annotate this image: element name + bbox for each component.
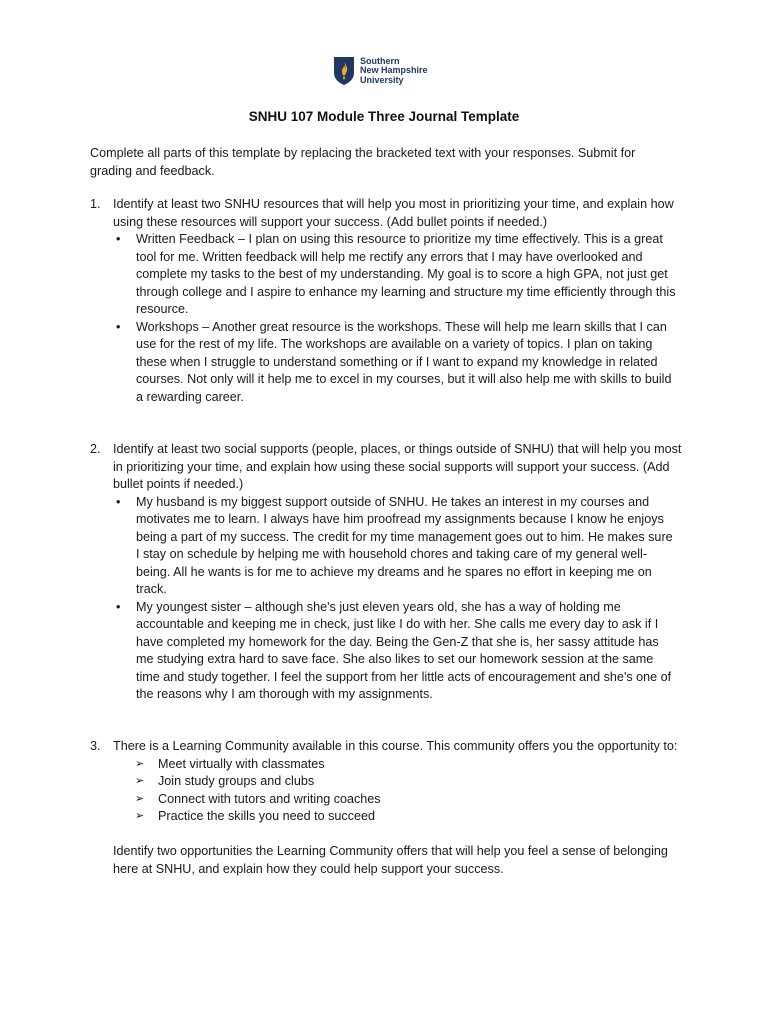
shield-flame-icon xyxy=(333,56,355,86)
list-item xyxy=(113,494,678,599)
bullet-text: Written Feedback – I plan on using this resource to prioritize my time effectively. This is a great tool for me. Written feedback will help me rectify any errors that I may have overlooked and complete my tasks to the best of my understanding. My goal is to score a high GPA, not just get through college and I aspire to enhance my learning and structure my time efficiently through this resource. xyxy=(136,232,676,316)
question-3 xyxy=(90,738,690,878)
page-title: SNHU 107 Module Three Journal Template xyxy=(248,109,520,124)
option-text: Join study groups and clubs xyxy=(158,774,315,788)
list-item xyxy=(113,756,690,774)
logo-line-2: New Hampshire xyxy=(360,65,428,76)
question-number: 1. xyxy=(90,197,101,211)
list-item xyxy=(113,791,690,809)
snhu-logo xyxy=(333,56,428,86)
bullet-icon: • xyxy=(116,319,121,334)
list-item xyxy=(113,808,690,826)
arrow-bullet-icon: ➢ xyxy=(135,810,145,822)
question-2 xyxy=(90,441,690,704)
option-text: Practice the skills you need to succeed xyxy=(158,809,376,823)
logo-line-3: University xyxy=(360,74,404,85)
question-prompt: Identify at least two social supports (people, places, or things outside of SNHU) that will help you most in prioritizing your time, and explain how using these social supports will support your success. (Add bullet points if needed.) xyxy=(113,442,682,491)
list-item xyxy=(113,231,678,319)
option-text: Connect with tutors and writing coaches xyxy=(158,791,381,806)
followup-prompt: Identify two opportunities the Learning Community offers that will help you feel a sense of belonging here at SNHU, and explain how they could help support your success. xyxy=(113,844,668,876)
logo-line-1: Southern xyxy=(360,55,400,66)
bullet-text: My youngest sister – although she's just eleven years old, she has a way of holding me accountable and keeping me in check, just like I do with her. She calls me every day to ask if I have completed my homework for the day. Being the Gen-Z that she is, her sassy attitude has me studying extra hard to save face. She also likes to set our homework session at the same time and study together. I feel the support from her little acts of encouragement and she's one of the reasons why I am thorough with my assignments. xyxy=(136,599,672,701)
question-prompt: Identify at least two SNHU resources that will help you most in prioritizing your time, and explain how using these resources will support your success. (Add bullet points if needed.) xyxy=(113,197,674,229)
question-1 xyxy=(90,196,690,406)
arrow-bullet-icon: ➢ xyxy=(135,775,145,787)
bullet-icon: • xyxy=(116,232,121,246)
question-number: 2. xyxy=(90,442,101,456)
bullet-icon: • xyxy=(116,494,121,509)
option-text: Meet virtually with classmates xyxy=(158,756,325,771)
opportunity-list xyxy=(113,756,690,826)
list-item xyxy=(113,599,678,704)
list-item xyxy=(113,319,678,407)
bullet-text: Workshops – Another great resource is the workshops. These will help me learn skills that I can use for the rest of my life. The workshops are available on a variety of topics. I plan on taking these when I struggle to understand something or if I want to expand my knowledge in related courses. Not only will it help me to excel in my courses, but it will also help me with skills to build a rewarding career. xyxy=(136,319,672,404)
bullet-text: My husband is my biggest support outside of SNHU. He takes an interest in my courses and motivates me to learn. I always have him proofread my assignments because I know he enjoys being a part of my success. The credit for my time management goes out to him. He makes sure I stay on schedule by helping me with household chores and taking care of my general well-being. All he wants is for me to achieve my dreams and he spares no effort in keeping me on track. xyxy=(136,494,673,596)
arrow-bullet-icon: ➢ xyxy=(135,757,145,770)
question-prompt: There is a Learning Community available in this course. This community offers you the opportunity to: xyxy=(113,739,678,753)
bullet-icon: • xyxy=(116,599,121,614)
list-item xyxy=(113,773,690,791)
arrow-bullet-icon: ➢ xyxy=(135,792,145,805)
question-number: 3. xyxy=(90,739,101,753)
bullet-list xyxy=(113,231,690,406)
intro-paragraph: Complete all parts of this template by replacing the bracketed text with your responses. Submit for grading and feedback. xyxy=(90,146,636,178)
bullet-list xyxy=(113,494,690,704)
